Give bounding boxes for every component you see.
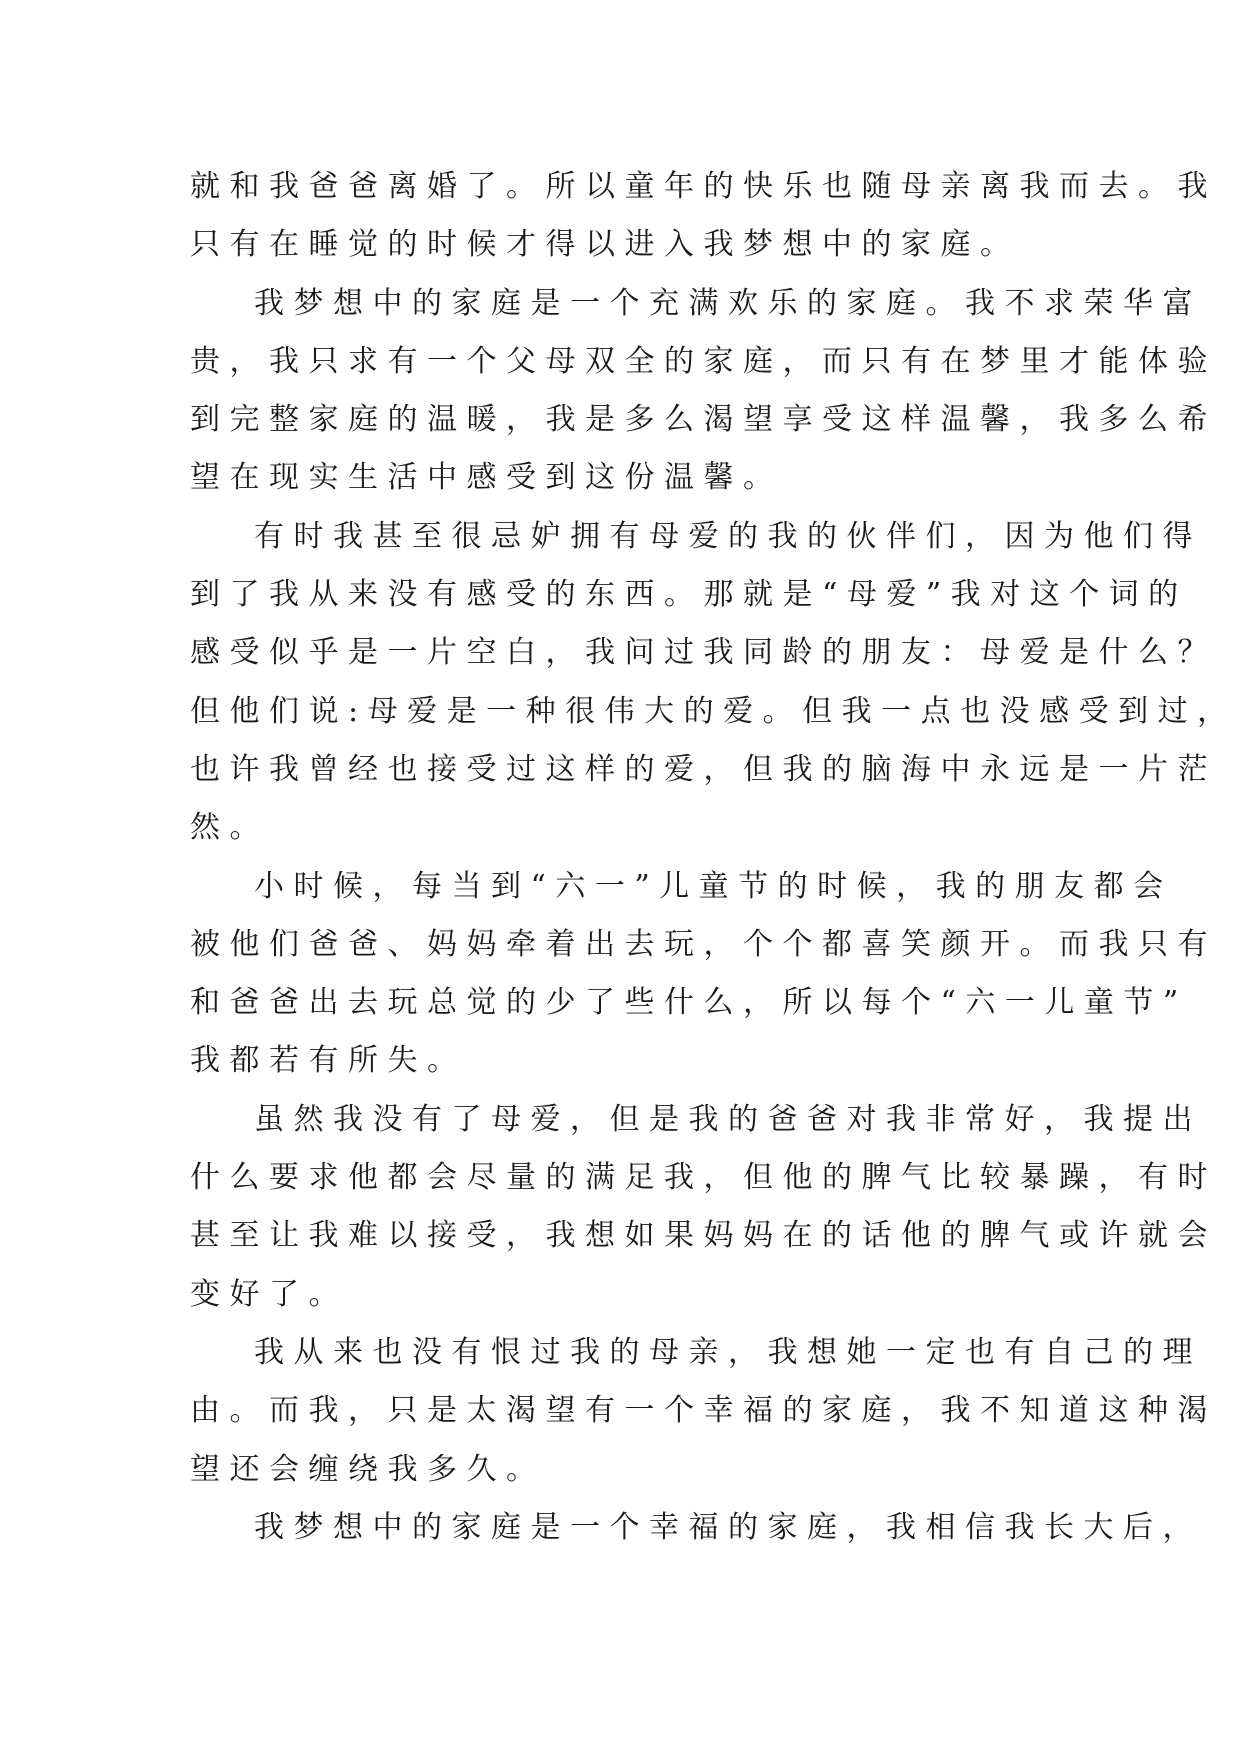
text-line: 也许我曾经也接受过这样的爱，但我的脑海中永远是一片茫: [190, 751, 1217, 787]
text-line: 变好了。: [190, 1276, 348, 1312]
text-line: 感受似乎是一片空白，我问过我同龄的朋友：母爱是什么？: [190, 635, 1217, 671]
body-text: [190, 158, 1237, 1557]
text-line: 望在现实生活中感受到这份温馨。: [190, 460, 783, 496]
text-line: 到完整家庭的温暖，我是多么渴望享受这样温馨，我多么希: [190, 402, 1217, 438]
text-line: 贵，我只求有一个父母双全的家庭，而只有在梦里才能体验: [190, 343, 1217, 379]
text-line: 有时我甚至很忌妒拥有母爱的我的伙伴们，因为他们得: [254, 518, 1202, 554]
text-line: 虽然我没有了母爱，但是我的爸爸对我非常好，我提出: [254, 1101, 1202, 1137]
text-line: 然。: [190, 810, 269, 846]
text-line: 我从来也没有恨过我的母亲，我想她一定也有自己的理: [254, 1334, 1202, 1370]
text-line: 甚至让我难以接受，我想如果妈妈在的话他的脾气或许就会: [190, 1218, 1217, 1254]
text-line: 由。而我，只是太渴望有一个幸福的家庭，我不知道这种渴: [190, 1393, 1217, 1429]
text-line: 就和我爸爸离婚了。所以童年的快乐也随母亲离我而去。我: [190, 169, 1217, 204]
text-line: 和爸爸出去玩总觉的少了些什么，所以每个“六一儿童节”: [190, 985, 1188, 1021]
text-line: 什么要求他都会尽量的满足我，但他的脾气比较暴躁，有时: [190, 1160, 1217, 1196]
text-line: 我梦想中的家庭是一个幸福的家庭，我相信我长大后，: [254, 1509, 1202, 1545]
text-line: 只有在睡觉的时候才得以进入我梦想中的家庭。: [190, 227, 1020, 263]
text-line: 小时候，每当到“六一”儿童节的时候，我的朋友都会: [254, 868, 1173, 904]
text-line: 到了我从来没有感受的东西。那就是“母爱”我对这个词的: [190, 577, 1188, 613]
text-line: 我都若有所失。: [190, 1043, 467, 1079]
text-line: 我梦想中的家庭是一个充满欢乐的家庭。我不求荣华富: [254, 285, 1202, 321]
text-line: 被他们爸爸、妈妈牵着出去玩，个个都喜笑颜开。而我只有: [190, 926, 1217, 962]
text-line: 但他们说:母爱是一种很伟大的爱。但我一点也没感受到过，: [190, 693, 1237, 729]
text-line: 望还会缠绕我多久。: [190, 1451, 546, 1487]
